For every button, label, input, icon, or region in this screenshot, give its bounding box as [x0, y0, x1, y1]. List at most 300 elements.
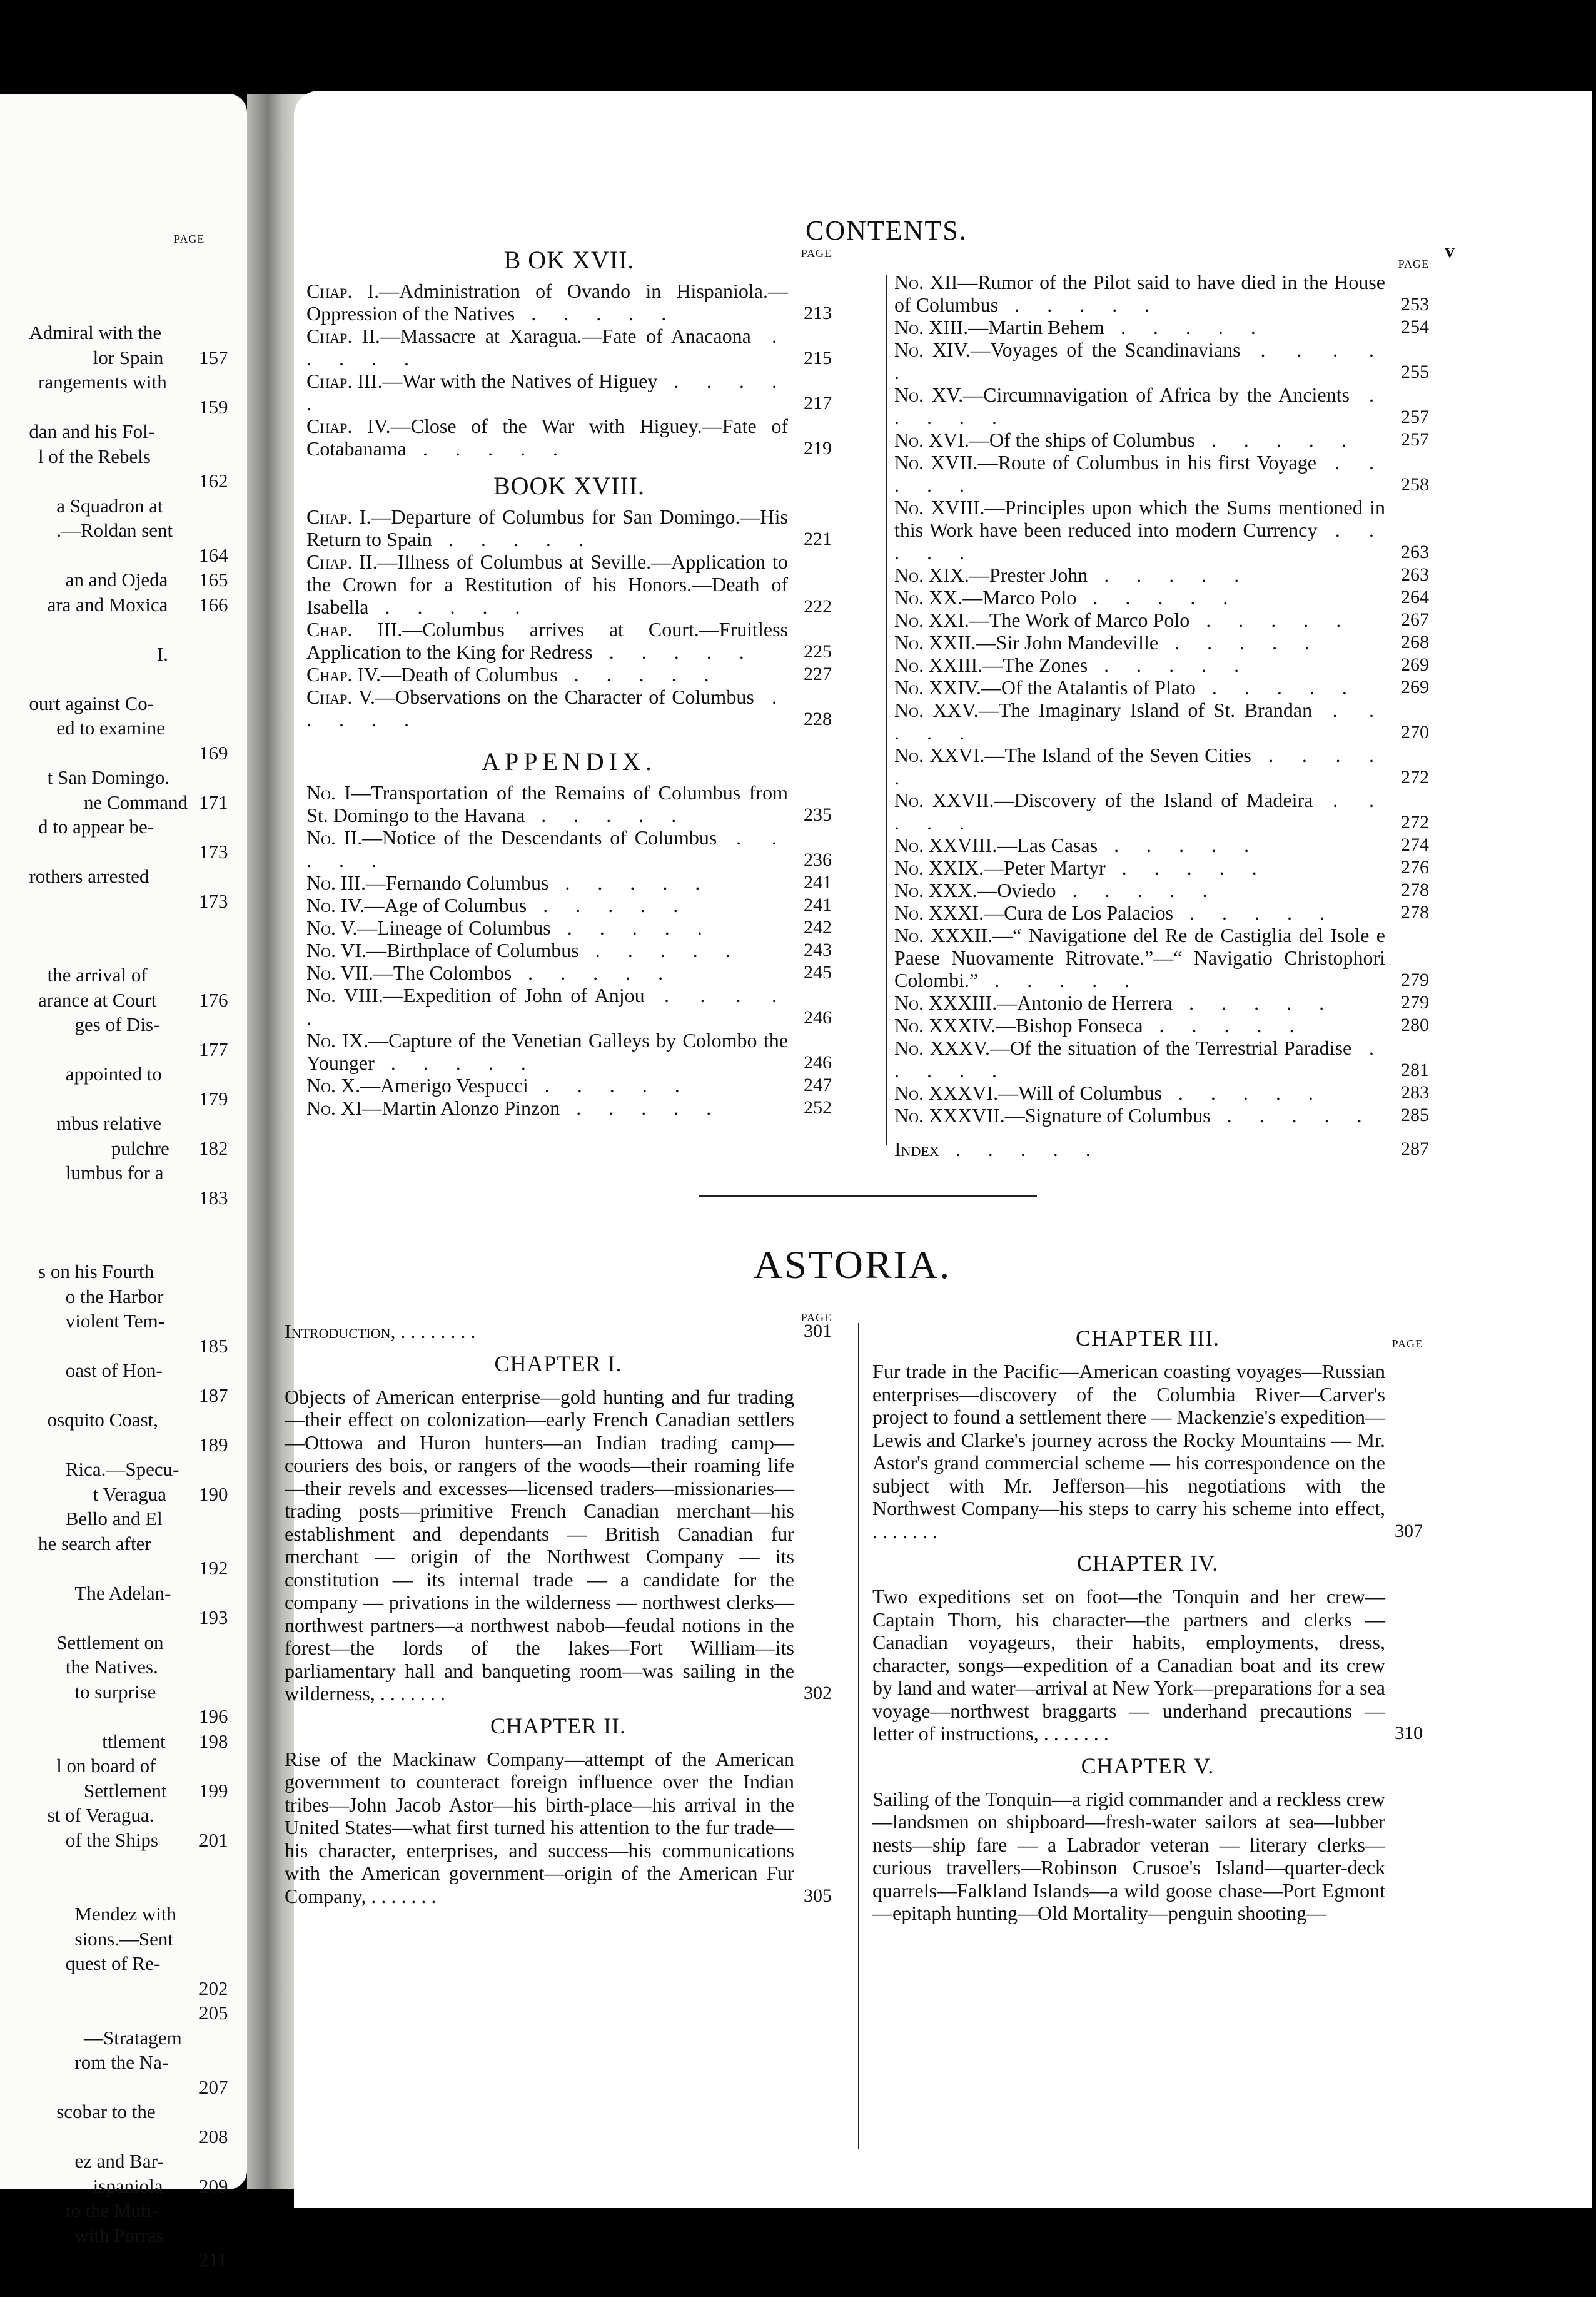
astoria-right-column — [872, 1320, 1423, 1925]
left-line-text: appointed to — [65, 1063, 162, 1085]
entry-label: No. XVII. — [894, 451, 978, 474]
left-line-page: 176 — [199, 988, 228, 1011]
leader-dots: . . . . . — [894, 699, 1386, 744]
contents-entry — [306, 550, 832, 618]
entry-label: No. IV. — [306, 894, 365, 916]
leader-dots: . . . . . — [1056, 879, 1219, 901]
entry-page: 268 — [1401, 632, 1429, 652]
contents-entry — [894, 564, 1429, 586]
entry-label: No. XXIV. — [894, 676, 981, 699]
left-facing-page — [0, 94, 247, 2271]
entry-label: No. VIII. — [306, 984, 383, 1007]
left-line-text: ispaniola — [93, 2174, 163, 2197]
left-line-page: 162 — [199, 470, 228, 492]
entry-label: No. XI — [306, 1097, 362, 1119]
entry-title: —Voyages of the Scandinavians — [970, 338, 1241, 361]
leader-dots: . . . . . — [1104, 316, 1267, 338]
entry-title: —Martin Alonzo Pinzon — [361, 1097, 560, 1119]
entry-page: 222 — [804, 596, 832, 617]
leader-dots: . . . . . . . — [1038, 1722, 1109, 1745]
leader-dots: . . . . . — [998, 293, 1161, 316]
left-line-page: 166 — [199, 593, 228, 616]
entry-title: —Birthplace of Columbus — [366, 939, 579, 961]
entry-page: 228 — [804, 709, 832, 729]
entry-page: 272 — [1401, 812, 1429, 833]
entry-title: —Columbus arrives at Court.—Fruitless Application to the King for Redress — [306, 618, 788, 663]
contents-entry — [894, 428, 1429, 451]
entry-label: No. XIII. — [894, 316, 969, 338]
contents-entry — [894, 991, 1429, 1014]
leader-dots: . . . . . — [978, 969, 1141, 991]
entry-label: No. XXIX. — [894, 856, 984, 879]
chapter-heading: CHAPTER IV. — [1076, 1551, 1219, 1576]
entry-label: No. XV. — [894, 383, 964, 406]
left-line-page: 196 — [199, 1705, 228, 1727]
entry-page: 278 — [1401, 880, 1429, 900]
entry-label: No. XXV. — [894, 699, 979, 721]
entry-label: Chap. III. — [306, 618, 403, 641]
contents-entry — [894, 1138, 1429, 1160]
leader-dots: . . . . . — [894, 383, 1386, 428]
left-line-page: 165 — [199, 569, 228, 591]
chapter-summary-text: Two expeditions set on foot—the Tonquin and her crew—Captain Thorn, his character—the partners and clerks — Canadian voyageurs, their habits, employments, dress, character, songs—expedition of a Canadian boat and its crew by land and water—arrival at New York—preparations for a sea voyage—northwest braggarts — underhand precautions — letter of instructions, — [872, 1585, 1385, 1745]
left-line-page: 198 — [199, 1730, 228, 1752]
leader-dots: . . . . . — [306, 826, 789, 871]
entry-title: —Circumnavigation of Africa by the Ancients — [963, 383, 1350, 406]
leader-dots: . . . . . — [1173, 901, 1336, 924]
left-line-page: 179 — [199, 1087, 228, 1110]
entry-page: 254 — [1401, 317, 1429, 337]
entry-page: 236 — [804, 849, 832, 870]
contents-entry — [306, 894, 832, 916]
entry-title: —Las Casas — [997, 834, 1098, 856]
chapter-page: 310 — [1395, 1723, 1423, 1743]
entry-label: Chap. II. — [306, 325, 380, 347]
left-line-text: —Stratagem — [84, 2026, 182, 2049]
entry-label: No. V. — [306, 916, 358, 939]
left-line-text: lumbus for a — [65, 1162, 164, 1184]
entry-title: —“ Navigatione del Re de Castiglia del Isole e Paese Nuovamente Ritrovate.”—“ Navigatio Christophori Colombi.” — [894, 924, 1385, 991]
entry-label: No. I — [306, 781, 351, 804]
introduction-page: 301 — [804, 1321, 832, 1341]
left-line-text: t Veragua — [93, 1483, 166, 1505]
leader-dots: . . . . . — [374, 1052, 537, 1074]
contents-entry — [894, 699, 1429, 744]
leader-dots: . . . . . — [525, 804, 688, 826]
contents-entry — [894, 496, 1429, 564]
leader-dots: . . . . . — [1076, 586, 1240, 609]
column-divider — [858, 1323, 859, 2149]
entry-title: —Transportation of the Remains of Columbus from St. Domingo to the Havana — [306, 781, 789, 826]
entry-page: 257 — [1401, 407, 1429, 427]
leader-dots: . . . . . — [306, 686, 789, 731]
contents-entry — [306, 826, 832, 871]
leader-dots: . . . . . — [578, 939, 742, 961]
left-line-text: a Squadron at — [56, 494, 163, 517]
chapter-page: 307 — [1395, 1520, 1423, 1541]
entry-page: 247 — [804, 1075, 832, 1095]
entry-page: 270 — [1401, 722, 1429, 743]
left-line-page: 164 — [199, 544, 228, 566]
book-heading: BOOK XVIII. — [493, 472, 645, 500]
chapter-heading: CHAPTER III. — [1076, 1326, 1220, 1351]
leader-dots: . . . . . — [894, 1037, 1386, 1082]
entry-label: No. XXVI. — [894, 744, 985, 766]
entry-title: —Lineage of Columbus — [357, 916, 551, 939]
contents-entry — [306, 1097, 832, 1119]
entry-title: —Departure of Columbus for San Domingo.—His Return to Spain — [306, 505, 789, 550]
contents-entry — [306, 686, 832, 731]
entry-title: —Principles upon which the Sums mentioned in this Work have been reduced into modern Currency — [894, 496, 1385, 541]
entry-page: 269 — [1401, 677, 1429, 697]
entry-label: No. XII — [894, 271, 958, 293]
entry-page: 246 — [804, 1052, 832, 1073]
left-line-page: 201 — [199, 1828, 228, 1851]
page-column-label: PAGE — [801, 1311, 832, 1324]
column-divider — [886, 275, 887, 1145]
left-line-text: of the Ships — [65, 1828, 158, 1851]
left-line-page: 159 — [199, 395, 228, 418]
left-line-text: Bello and El — [65, 1508, 163, 1529]
leader-dots: . . . . . — [1173, 991, 1336, 1014]
entry-page: 227 — [804, 664, 832, 684]
entry-page: 253 — [1401, 294, 1429, 315]
contents-entry — [894, 744, 1429, 789]
contents-entry — [894, 271, 1429, 316]
leader-dots: . . . . . — [894, 519, 1386, 564]
entry-title: —Discovery of the Island of Madeira — [994, 789, 1313, 811]
leader-dots: . . . . . . . — [366, 1884, 437, 1907]
entry-page: 221 — [804, 529, 832, 549]
entry-title: —Death of Columbus — [381, 663, 558, 686]
entry-title: —Of the situation of the Terrestrial Paradise — [990, 1037, 1352, 1059]
entry-page: 219 — [804, 438, 832, 459]
chapter-summary — [872, 1360, 1423, 1543]
entry-title: —Of the Atalantis of Plato — [981, 676, 1196, 699]
entry-label: Chap. III. — [306, 370, 383, 392]
entry-title: —Peter Martyr — [983, 856, 1106, 879]
leader-dots: . . . . . — [432, 528, 595, 550]
contents-entry — [894, 316, 1429, 338]
entry-title: —Will of Columbus — [998, 1082, 1162, 1104]
entry-title: —Fernando Columbus — [365, 871, 549, 894]
entry-title: —Close of the War with Higuey.—Fate of Cotabanama — [306, 415, 789, 460]
entry-title: —Prester John — [969, 564, 1088, 586]
left-line-text: rangements with — [38, 371, 167, 393]
entry-title: —Notice of the Descendants of Columbus — [362, 826, 717, 849]
contents-entry — [894, 1014, 1429, 1037]
contents-entry — [306, 415, 832, 460]
left-line-page: 193 — [199, 1606, 228, 1628]
entry-label: No. XXIII. — [894, 654, 983, 676]
entry-page: 264 — [1401, 587, 1429, 607]
leader-dots: . . . . . — [1195, 676, 1358, 699]
contents-entry — [306, 505, 832, 550]
left-line-text: l of the Rebels — [38, 445, 151, 467]
entry-page: 257 — [1401, 429, 1429, 450]
entry-title: —The Imaginary Island of St. Brandan — [978, 699, 1313, 721]
entry-page: 263 — [1401, 564, 1429, 585]
entry-page: 242 — [804, 917, 832, 938]
entry-title: —The Work of Marco Polo — [969, 609, 1190, 631]
entry-title: —Massacre at Xaragua.—Fate of Anacaona — [380, 325, 751, 347]
leader-dots: . . . . . — [528, 1074, 691, 1097]
contents-right-column — [894, 258, 1429, 1160]
left-line-page: 202 — [199, 1977, 228, 1999]
left-line-text: rothers arrested — [29, 865, 149, 887]
page-column-label: PAGE — [801, 247, 832, 260]
entry-label: Chap. IV. — [306, 415, 391, 437]
entry-page: 274 — [1401, 834, 1429, 855]
chapter-summary — [285, 1386, 832, 1705]
entry-label: No. XXXI. — [894, 901, 984, 924]
left-line-text: quest of Re- — [65, 1952, 161, 1974]
entry-label: No. III. — [306, 871, 366, 894]
contents-entry — [306, 781, 832, 826]
entry-page: 243 — [804, 940, 832, 960]
left-line-text: s on his Fourth — [38, 1260, 154, 1282]
leader-dots: . . . . . — [1105, 856, 1268, 879]
leader-dots: . . . . . . . — [872, 1519, 937, 1543]
left-line-text: Admiral with the — [29, 322, 162, 343]
entry-label: No. XXXV. — [894, 1037, 991, 1059]
entry-page: 281 — [1401, 1060, 1429, 1080]
chapter-summary — [872, 1585, 1423, 1745]
leader-dots: . . . . . — [550, 916, 714, 939]
left-line-text: ourt against Co- — [29, 692, 154, 714]
entry-label: No. XXVIII. — [894, 834, 998, 856]
left-line-text: violent Tem- — [65, 1310, 165, 1332]
contents-entry — [306, 280, 832, 325]
leader-dots: . . . . . — [592, 641, 755, 663]
page-column-label: PAGE — [1398, 258, 1429, 270]
entry-label: No. XVIII. — [894, 496, 985, 519]
left-line-text: osquito Coast, — [47, 1409, 158, 1431]
entry-label: No. XXXIII. — [894, 991, 998, 1014]
left-line-page: 192 — [199, 1557, 228, 1579]
left-line-text: lor Spain — [93, 346, 164, 368]
entry-label: Index — [894, 1138, 939, 1160]
contents-entry — [894, 1082, 1429, 1104]
contents-entry — [894, 924, 1429, 991]
entry-page: 252 — [804, 1097, 832, 1118]
entry-page: 213 — [804, 303, 832, 323]
leader-dots: . . . . . — [306, 984, 789, 1029]
entry-title: —The Zones — [982, 654, 1088, 676]
left-line-text: ed to examine — [56, 717, 166, 739]
entry-label: No. XXVII. — [894, 789, 994, 811]
left-line-text: .—Roldan sent — [56, 519, 173, 541]
page-number: v — [1445, 239, 1455, 261]
entry-page: 279 — [1401, 970, 1429, 990]
leader-dots: . . . . . — [894, 338, 1386, 383]
left-line-page: 173 — [199, 840, 228, 863]
entry-title: —Of the ships of Columbus — [969, 428, 1195, 451]
left-line-text: I. — [156, 642, 168, 665]
entry-page: 276 — [1401, 857, 1429, 878]
entry-page: 267 — [1401, 609, 1429, 630]
left-line-page: 183 — [199, 1186, 228, 1209]
chapter-summary — [872, 1788, 1423, 1925]
entry-label: Chap. V. — [306, 686, 376, 708]
leader-dots: . . . . . — [1161, 1082, 1325, 1104]
left-line-text: rom the Na- — [74, 2051, 169, 2073]
leader-dots: . . . . . — [306, 370, 789, 415]
chapter-summary-text: Objects of American enterprise—gold hunting and fur trading—their effect on colonization—early French Canadian settlers—Ottowa and Huron hunters—an Indian trading camp—couriers des bois, or rangers of the woods—their roaming life—their revels and excesses—licensed traders—missionaries—trading posts—primitive French Canadian merchant—his establishment and dependants — British Canadian fur merchant — origin of the Northwest Company — its constitution — its internal trade — a candidate for the company — privations in the wilderness — northwest clerks—northwest partners—a northwest nabob—feudal notions in the forest—the lords of the lakes—Fort William—its parliamentary hall and banqueting room—was sailing in the wilderness, — [285, 1385, 794, 1705]
leader-dots: . . . . . — [1194, 428, 1358, 451]
entry-page: 241 — [804, 872, 832, 893]
left-line-text: o the Harbor — [65, 1285, 164, 1307]
left-page-label: PAGE — [174, 233, 205, 245]
leader-dots: . . . . . — [406, 437, 569, 460]
entry-title: —Marco Polo — [962, 586, 1077, 609]
entry-page: 235 — [804, 804, 832, 825]
left-line-text: Mendez with — [74, 1903, 177, 1925]
contents-entry — [306, 370, 832, 415]
entry-title: —Route of Columbus in his first Voyage — [977, 451, 1316, 474]
entry-label: No. XIV. — [894, 338, 971, 361]
left-line-text: Rica.—Specu- — [65, 1458, 179, 1480]
chapter-page: 302 — [804, 1683, 832, 1703]
contents-entry — [894, 609, 1429, 631]
leader-dots: . . . . . — [894, 789, 1385, 834]
entry-label: No. XX. — [894, 586, 963, 609]
introduction-entry: Introduction, . . . . . . . . PAGE 301 — [285, 1320, 832, 1343]
left-line-text: arance at Court — [38, 988, 157, 1011]
contents-left-column — [306, 247, 832, 1119]
contents-entry — [894, 834, 1429, 856]
introduction-label: Introduction, — [285, 1320, 396, 1342]
contents-entry — [306, 618, 832, 663]
left-line-page: 190 — [199, 1483, 228, 1505]
entry-title: —Antonio de Herrera — [997, 991, 1173, 1014]
left-line-page: 209 — [199, 2174, 228, 2197]
chapter-summary-text: Sailing of the Tonquin—a rigid commander and a reckless crew—landsmen on shipboard—fresh-water sailors at sea—lubber nests—ship fare — a Labrador veteran — literary clerks—curious travellers—Robinson Crusoe's Island—quarter-deck quarrels—Falkland Islands—a wild goose chase—Port Egmont—epitaph hunting—Old Mortality—penguin shooting— — [872, 1787, 1385, 1924]
left-line-text: ara and Moxica — [47, 593, 168, 616]
entry-title: —Illness of Columbus at Seville.—Application to the Crown for a Restitution of his Honors.—Death of Isabella — [306, 550, 789, 618]
contents-entry — [306, 916, 832, 939]
entry-title: —Oviedo — [977, 879, 1056, 901]
left-line-text: ne Command — [84, 791, 188, 813]
left-line-page: 182 — [199, 1137, 228, 1159]
entry-title: —The Island of the Seven Cities — [984, 744, 1251, 766]
chapter-summary-text: Rise of the Mackinaw Company—attempt of the American government to counteract foreign influence over the Indian tribes—John Jacob Astor—his birth-place—his arrival in the United States—what first turned his attention to the fur trade—his character, enterprises, and success—his communications with the American government—origin of the American Fur Company, — [285, 1747, 794, 1907]
left-line-text: ez and Bar- — [74, 2150, 164, 2172]
entry-title: —War with the Natives of Higuey — [382, 370, 658, 392]
contents-entry — [306, 1029, 832, 1074]
contents-entry — [306, 663, 832, 686]
left-line-text: to surprise — [74, 1680, 156, 1703]
entry-label: No. XXXIV. — [894, 1014, 996, 1037]
entry-title: —Bishop Fonseca — [995, 1014, 1143, 1037]
entry-label: Chap. I. — [306, 505, 371, 528]
left-line-page: 199 — [199, 1779, 228, 1802]
entry-title: —Observations on the Character of Columbus — [375, 686, 754, 708]
entry-label: No. XXII. — [894, 631, 976, 654]
left-line-text: The Adelan- — [74, 1581, 171, 1604]
left-line-page: 171 — [199, 791, 228, 813]
chapter-heading: CHAPTER II. — [490, 1713, 626, 1738]
contents-entry — [894, 586, 1429, 609]
contents-entry — [894, 631, 1429, 654]
left-line-text: l on board of — [56, 1755, 156, 1777]
entry-page: 225 — [804, 641, 832, 662]
left-line-text: an and Ojeda — [65, 569, 168, 591]
left-line-page: 173 — [199, 890, 228, 912]
left-line-text: Settlement on — [56, 1631, 164, 1653]
left-line-text: mbus relative — [56, 1112, 162, 1134]
left-line-text: ges of Dis- — [74, 1013, 160, 1035]
contents-entry — [306, 1074, 832, 1097]
left-line-text: to the Muti- — [65, 2199, 158, 2221]
chapter-summary — [285, 1748, 832, 1908]
page-column-label: PAGE — [1391, 1337, 1423, 1350]
entry-label: No. XXXVI. — [894, 1082, 999, 1104]
left-line-page: 208 — [199, 2125, 228, 2147]
book-heading: B OK XVII. — [503, 246, 635, 274]
astoria-left-column — [285, 1311, 832, 1907]
leader-dots: . . . . . — [894, 451, 1386, 496]
entry-label: No. IX. — [306, 1029, 369, 1052]
section-divider — [699, 1195, 1037, 1197]
contents-entry — [894, 451, 1429, 496]
left-line-page: 177 — [199, 1038, 228, 1060]
leader-dots: . . . . . — [368, 596, 532, 618]
entry-title: —Signature of Columbus — [1004, 1104, 1211, 1127]
entry-page: 215 — [804, 348, 832, 368]
chapter-heading: CHAPTER I. — [494, 1351, 622, 1376]
contents-entry — [306, 961, 832, 984]
leader-dots: . . . . . — [512, 961, 675, 984]
chapter-page: 305 — [804, 1885, 832, 1906]
leader-dots: . . . . . — [548, 871, 712, 894]
contents-entry — [306, 984, 832, 1029]
leader-dots: . . . . . . . — [375, 1682, 445, 1705]
contents-entry — [894, 338, 1429, 383]
leader-dots: . . . . . — [557, 663, 720, 686]
entry-title: —The Colombos — [373, 961, 512, 984]
entry-title: —Martin Behem — [968, 316, 1104, 338]
entry-label: No. VI. — [306, 939, 367, 961]
left-line-page: 189 — [199, 1433, 228, 1456]
left-line-text: sions.—Sent — [74, 1927, 173, 1950]
entry-title: —Rumor of the Pilot said to have died in the House of Columbus — [894, 271, 1386, 316]
left-line-page: 205 — [199, 2002, 228, 2024]
leader-dots: . . . . . — [1098, 834, 1261, 856]
chapter-heading: CHAPTER V. — [1081, 1753, 1215, 1778]
astoria-title: ASTORIA. — [754, 1242, 952, 1287]
contents-entry — [894, 856, 1429, 879]
contents-entry — [894, 383, 1429, 428]
entry-label: No. XVI. — [894, 428, 969, 451]
left-line-text: Settlement — [84, 1779, 167, 1802]
leader-dots: . . . . . — [1088, 564, 1251, 586]
entry-label: No. XIX. — [894, 564, 969, 586]
entry-title: —Capture of the Venetian Galleys by Colombo the Younger — [306, 1029, 789, 1074]
entry-label: No. VII. — [306, 961, 373, 984]
entry-label: No. XXI. — [894, 609, 969, 631]
entry-title: —Age of Columbus — [364, 894, 527, 916]
leader-dots: . . . . . — [894, 744, 1386, 789]
entry-title: —Cura de Los Palacios — [983, 901, 1174, 924]
contents-entry — [894, 901, 1429, 924]
contents-entry — [306, 871, 832, 894]
entry-title: —Amerigo Vespucci — [360, 1074, 528, 1097]
entry-label: No. XXX. — [894, 879, 977, 901]
entry-page: 217 — [804, 393, 832, 413]
entry-page: 241 — [804, 895, 832, 915]
left-line-page: 187 — [199, 1384, 228, 1406]
